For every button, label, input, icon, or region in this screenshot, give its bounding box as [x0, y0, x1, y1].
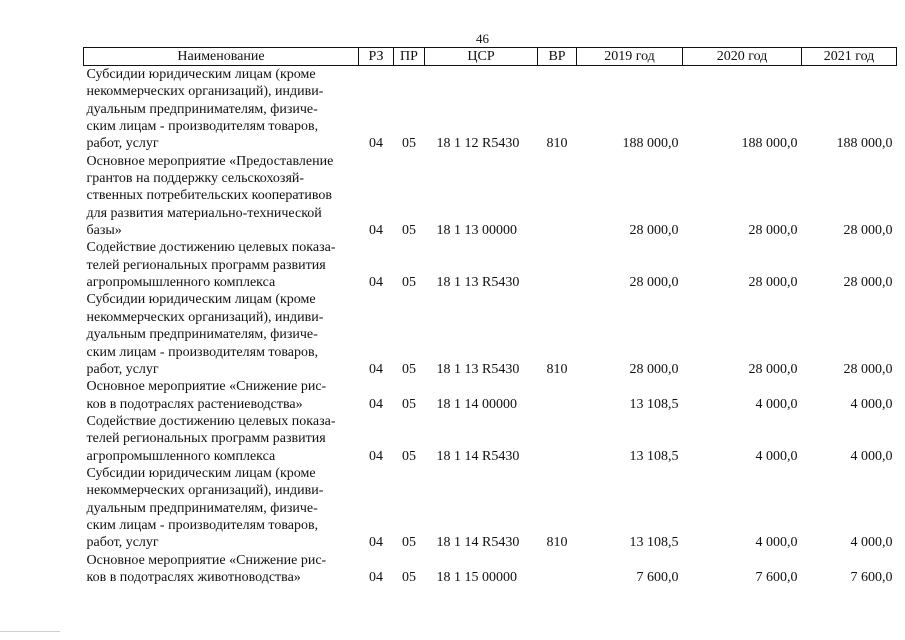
name-line: Субсидии юридическим лицам (кроме — [86, 67, 316, 82]
name-line: агропромышленного комплекса — [86, 275, 276, 291]
cell-2021: 28 000,0 — [843, 223, 893, 239]
name-line: Основное мероприятие «Снижение рис- — [86, 552, 327, 568]
cell-csr: 18 1 14 R5430 — [436, 535, 520, 551]
cell-pr: 05 — [402, 448, 416, 464]
header-pr: ПР — [394, 48, 425, 66]
cell-pr: 05 — [402, 535, 416, 551]
table-body — [84, 66, 897, 587]
header-2020: 2020 год — [683, 48, 802, 66]
name-line: агропромышленного комплекса — [86, 448, 276, 464]
name-line: ков в подотраслях животноводства» — [86, 569, 301, 585]
cell-csr: 18 1 13 R5430 — [436, 275, 520, 291]
name-line: некоммерческих организаций), индиви- — [86, 84, 324, 100]
cell-pr: 05 — [402, 569, 416, 585]
cell-2021: 188 000,0 — [836, 136, 893, 152]
table-header-row — [84, 48, 897, 66]
name-line: Субсидии юридическим лицам (кроме — [86, 292, 316, 308]
cell-vr — [538, 239, 577, 291]
page-number: 46 — [476, 31, 489, 46]
cell-2019: 28 000,0 — [629, 223, 679, 239]
cell-2019: 7 600,0 — [636, 569, 679, 585]
cell-pr: 05 — [402, 396, 416, 412]
name-line: работ, услуг — [86, 535, 159, 551]
table-row — [84, 66, 897, 153]
cell-pr: 05 — [402, 275, 416, 291]
table-row — [84, 153, 897, 240]
cell-2021: 7 600,0 — [850, 569, 893, 585]
cell-vr — [538, 552, 577, 587]
cell-rz: 04 — [369, 223, 383, 239]
cell-csr: 18 1 14 R5430 — [436, 448, 520, 464]
cell-name — [84, 66, 359, 153]
cell-vr: 810 — [546, 361, 568, 377]
scan-edge-mark — [0, 631, 60, 632]
name-line: работ, услуг — [86, 136, 159, 152]
name-line: дуальным предпринимателям, физиче- — [86, 500, 318, 516]
cell-vr: 810 — [546, 535, 568, 551]
cell-name — [84, 413, 359, 465]
name-line: ков в подотраслях растениеводства» — [86, 396, 303, 412]
name-line: работ, услуг — [86, 361, 159, 377]
name-line: некоммерческих организаций), индиви- — [86, 483, 324, 499]
name-line: ским лицам - производителям товаров, — [86, 517, 319, 533]
cell-vr: 810 — [546, 136, 568, 152]
cell-2020: 28 000,0 — [748, 361, 798, 377]
cell-pr: 05 — [402, 361, 416, 377]
name-line: ственных потребительских кооперативов — [86, 188, 332, 204]
name-line: дуальным предпринимателям, физиче- — [86, 101, 318, 117]
cell-vr — [538, 378, 577, 413]
name-line: Субсидии юридическим лицам (кроме — [86, 465, 316, 481]
cell-2019: 28 000,0 — [629, 361, 679, 377]
header-csr: ЦСР — [425, 48, 538, 66]
cell-csr: 18 1 15 00000 — [436, 569, 517, 585]
cell-2019: 188 000,0 — [622, 136, 679, 152]
name-line: ским лицам - производителям товаров, — [86, 119, 319, 135]
cell-name — [84, 153, 359, 240]
cell-vr — [538, 153, 577, 240]
name-line: для развития материально-технической — [86, 205, 322, 221]
cell-vr — [538, 413, 577, 465]
cell-2019: 13 108,5 — [629, 535, 679, 551]
cell-rz: 04 — [369, 535, 383, 551]
cell-2019: 13 108,5 — [629, 396, 679, 412]
cell-2020: 188 000,0 — [741, 136, 798, 152]
cell-rz: 04 — [369, 448, 383, 464]
cell-2019: 28 000,0 — [629, 275, 679, 291]
cell-rz: 04 — [369, 136, 383, 152]
cell-name — [84, 465, 359, 552]
table-row — [84, 239, 897, 291]
cell-2020: 4 000,0 — [755, 396, 798, 412]
cell-name — [84, 552, 359, 587]
table-row — [84, 413, 897, 465]
cell-2021: 28 000,0 — [843, 275, 893, 291]
header-2021: 2021 год — [802, 48, 897, 66]
cell-csr: 18 1 12 R5430 — [436, 136, 520, 152]
cell-csr: 18 1 13 00000 — [436, 223, 517, 239]
cell-csr: 18 1 14 00000 — [436, 396, 517, 412]
cell-rz: 04 — [369, 396, 383, 412]
cell-2020: 28 000,0 — [748, 223, 798, 239]
cell-2021: 4 000,0 — [850, 396, 893, 412]
name-line: некоммерческих организаций), индиви- — [86, 309, 324, 325]
cell-2021: 4 000,0 — [850, 448, 893, 464]
cell-2020: 7 600,0 — [755, 569, 798, 585]
header-name: Наименование — [84, 48, 359, 66]
cell-name — [84, 291, 359, 378]
header-vr: ВР — [538, 48, 577, 66]
cell-rz: 04 — [369, 361, 383, 377]
name-line: ским лицам - производителям товаров, — [86, 344, 319, 360]
cell-rz: 04 — [369, 275, 383, 291]
header-rz: РЗ — [359, 48, 394, 66]
cell-2020: 4 000,0 — [755, 535, 798, 551]
cell-pr: 05 — [402, 223, 416, 239]
table-row — [84, 378, 897, 413]
cell-2021: 4 000,0 — [850, 535, 893, 551]
table-row — [84, 465, 897, 552]
table-row — [84, 291, 897, 378]
cell-name — [84, 378, 359, 413]
header-2019: 2019 год — [577, 48, 683, 66]
cell-2020: 4 000,0 — [755, 448, 798, 464]
name-line: Содействие достижению целевых показа- — [86, 413, 336, 429]
table-row — [84, 552, 897, 587]
cell-rz: 04 — [369, 569, 383, 585]
name-line: базы» — [86, 223, 122, 239]
name-line: дуальным предпринимателям, физиче- — [86, 327, 318, 343]
budget-table — [83, 47, 897, 586]
name-line: Основное мероприятие «Снижение рис- — [86, 379, 327, 395]
cell-csr: 18 1 13 R5430 — [436, 361, 520, 377]
cell-pr: 05 — [402, 136, 416, 152]
name-line: Содействие достижению целевых показа- — [86, 240, 336, 256]
cell-2021: 28 000,0 — [843, 361, 893, 377]
name-line: Основное мероприятие «Предоставление — [86, 153, 334, 169]
cell-2019: 13 108,5 — [629, 448, 679, 464]
cell-2020: 28 000,0 — [748, 275, 798, 291]
cell-name — [84, 239, 359, 291]
name-line: грантов на поддержку сельскохозяй- — [86, 171, 305, 187]
name-line: телей региональных программ развития — [86, 257, 326, 273]
name-line: телей региональных программ развития — [86, 431, 326, 447]
